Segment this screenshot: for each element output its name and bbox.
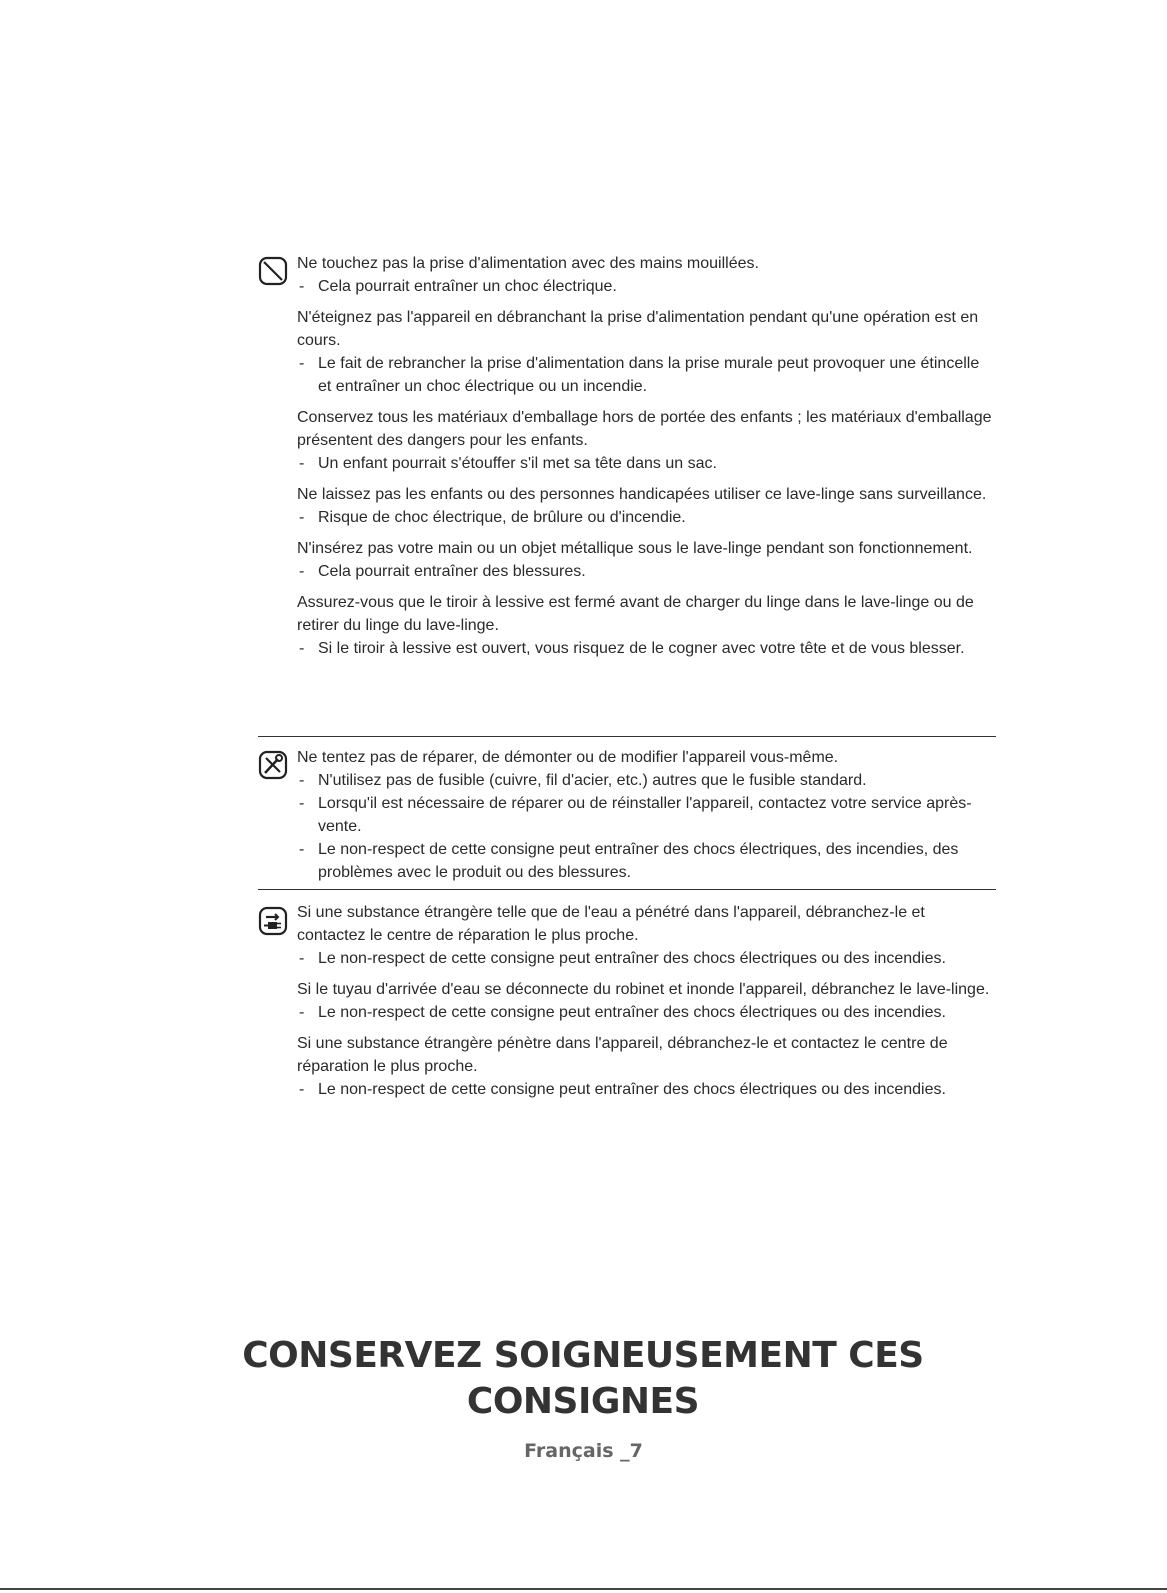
- bullet-item: - Lorsqu'il est nécessaire de réparer ou de réinstaller l'appareil, contactez votre service après-vente.: [297, 792, 996, 838]
- bullet-item: - Si le tiroir à lessive est ouvert, vous risquez de le cogner avec votre tête et de vous blesser.: [297, 637, 996, 660]
- divider: [258, 736, 996, 737]
- instruction-text: Ne touchez pas la prise d'alimentation avec des mains mouillées.: [297, 255, 759, 272]
- prohibited-icon: [258, 256, 288, 286]
- bullet-item: - Le non-respect de cette consigne peut entraîner des chocs électriques ou des incendies.: [297, 1001, 996, 1024]
- footer-title-line1: CONSERVEZ SOIGNEUSEMENT CES: [242, 1335, 924, 1376]
- instruction-block: [297, 591, 996, 660]
- unplug-icon: [258, 906, 288, 936]
- bullet-item: - Cela pourrait entraîner un choc électrique.: [297, 275, 996, 298]
- instruction-block: [297, 252, 996, 298]
- no-disassembly-icon: [258, 750, 288, 780]
- instruction-block: [297, 746, 996, 884]
- instruction-block: [297, 483, 996, 529]
- bullet-item: - Le non-respect de cette consigne peut entraîner des chocs électriques, des incendies, des problèmes avec le produit ou des blessures.: [297, 838, 996, 884]
- bullet-item: - Le non-respect de cette consigne peut entraîner des chocs électriques ou des incendies.: [297, 1078, 996, 1101]
- page-number: Français _7: [524, 1440, 643, 1462]
- footer-title-line2: CONSIGNES: [466, 1381, 700, 1422]
- instruction-block: [297, 406, 996, 475]
- bullet-item: - Un enfant pourrait s'étouffer s'il met sa tête dans un sac.: [297, 452, 996, 475]
- instruction-text: Ne tentez pas de réparer, de démonter ou de modifier l'appareil vous-même.: [297, 749, 839, 766]
- instruction-block: [297, 537, 996, 583]
- page-bottom-rule: [0, 1588, 1167, 1590]
- instruction-text: Assurez-vous que le tiroir à lessive est fermé avant de charger du linge dans le lave-linge ou de retirer du linge du lave-linge.: [297, 594, 974, 634]
- divider: [258, 889, 996, 890]
- instruction-text: Conservez tous les matériaux d'emballage hors de portée des enfants ; les matériaux d'emballage présentent des dangers pour les enfants.: [297, 409, 992, 449]
- section-text: [297, 252, 996, 668]
- instruction-text: Si une substance étrangère pénètre dans l'appareil, débranchez-le et contactez le centre de réparation le plus proche.: [297, 1035, 948, 1075]
- footer-title: [230, 1333, 936, 1425]
- bullet-item: - Cela pourrait entraîner des blessures.: [297, 560, 996, 583]
- instruction-text: Si le tuyau d'arrivée d'eau se déconnecte du robinet et inonde l'appareil, débranchez le lave-linge.: [297, 981, 990, 998]
- instruction-block: [297, 901, 996, 970]
- bullet-item: - Risque de choc électrique, de brûlure ou d'incendie.: [297, 506, 996, 529]
- instruction-text: Ne laissez pas les enfants ou des personnes handicapées utiliser ce lave-linge sans surveillance.: [297, 486, 987, 503]
- instruction-text: N'éteignez pas l'appareil en débranchant la prise d'alimentation pendant qu'une opération est en cours.: [297, 309, 979, 349]
- instruction-block: [297, 978, 996, 1024]
- bullet-item: - Le non-respect de cette consigne peut entraîner des chocs électriques ou des incendies.: [297, 947, 996, 970]
- instruction-block: [297, 1032, 996, 1101]
- bullet-item: - N'utilisez pas de fusible (cuivre, fil d'acier, etc.) autres que le fusible standard.: [297, 769, 996, 792]
- instruction-block: [297, 306, 996, 398]
- instruction-text: Si une substance étrangère telle que de l'eau a pénétré dans l'appareil, débranchez-le et contactez le centre de réparation le plus proche.: [297, 904, 925, 944]
- section-text: [297, 746, 996, 892]
- bullet-item: - Le fait de rebrancher la prise d'alimentation dans la prise murale peut provoquer une étincelle et entraîner un choc électrique ou un incendie.: [297, 352, 996, 398]
- section-text: [297, 901, 996, 1109]
- instruction-text: N'insérez pas votre main ou un objet métallique sous le lave-linge pendant son fonctionnement.: [297, 540, 973, 557]
